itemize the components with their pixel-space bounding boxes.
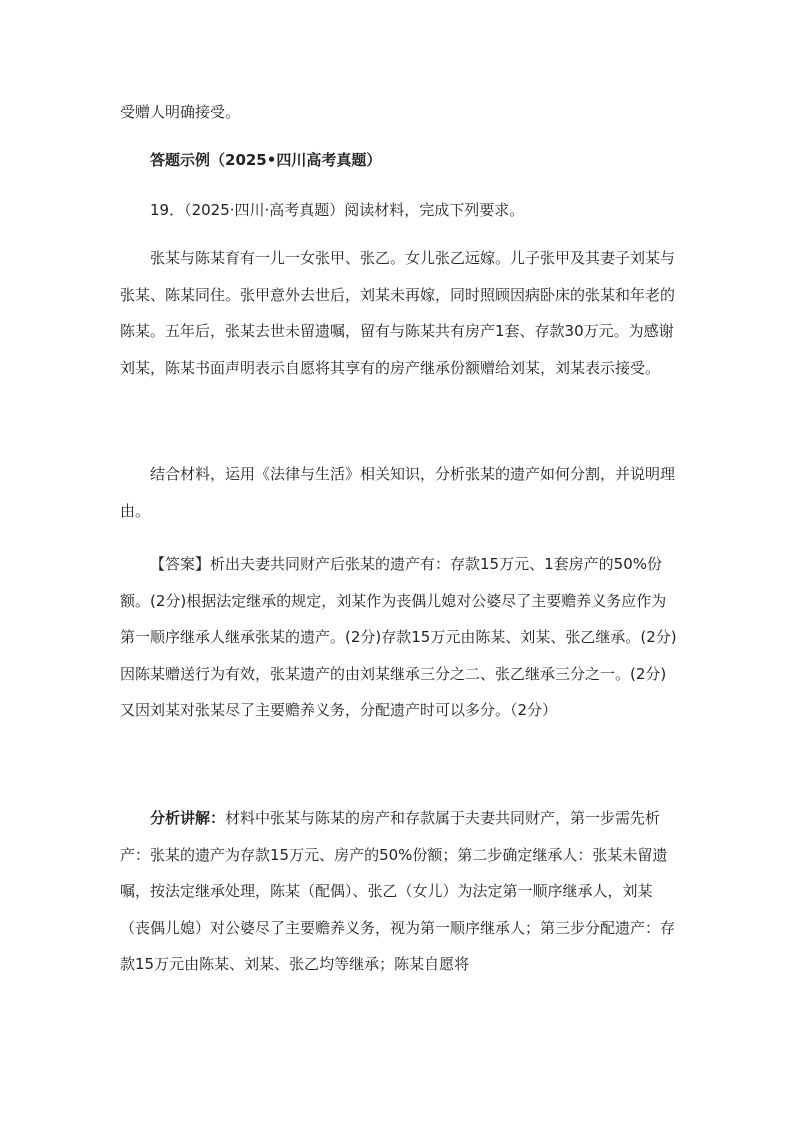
material-paragraph: 张某与陈某育有一儿一女张甲、张乙。女儿张乙远嫁。儿子张甲及其妻子刘某与张某、陈某同住。张甲意外去世后，刘某未再嫁，同时照顾因病卧床的张某和年老的陈某。五年后，张某去世未留遗嘱，留有与陈某共有房产1套、存款30万元。为感谢刘某，陈某书面声明表示自愿将其享有的房产继承份额赠给刘某，刘某表示接受。 [120,249,676,377]
analysis-label: 分析讲解： [150,809,226,827]
answer-text: 析出夫妻共同财产后张某的遗产有：存款15万元、1套房产的50%份额。(2分)根据法定继承的规定，刘某作为丧偶儿媳对公婆尽了主要赡养义务应作为第一顺序继承人继承张某的遗产。(2分)存款15万元由陈某、刘某、张乙继承。(2分)因陈某赠送行为有效，张某遗产的由刘某继承三分之二、张乙继承三分之一。(2分)又因刘某对张某尽了主要赡养义务，分配遗产时可以多分。（2分） [120,555,677,719]
answer-label: 【答案】 [150,555,211,573]
analysis-paragraph [120,800,680,983]
analysis-text: 材料中张某与陈某的房产和存款属于夫妻共同财产，第一步需先析产：张某的遗产为存款15万元、房产的50%份额；第二步确定继承人：张某未留遗嘱，按法定继承处理，陈某（配偶）、张乙（女儿）为法定第一顺序继承人，刘某（丧偶儿媳）对公婆尽了主要赡养义务，视为第一顺序继承人；第三步分配遗产：存款15万元由陈某、刘某、张乙均等继承；陈某自愿将 [120,809,676,973]
example-heading: 答题示例（2025•四川高考真题） [150,151,382,169]
question-line: 19．（2025·四川·高考真题）阅读材料，完成下列要求。 [150,201,525,219]
answer-paragraph [120,546,680,729]
paragraph-continuation: 受赠人明确接受。 [120,103,241,121]
requirement-paragraph: 结合材料，运用《法律与生活》相关知识，分析张某的遗产如何分割，并说明理由。 [120,465,676,520]
